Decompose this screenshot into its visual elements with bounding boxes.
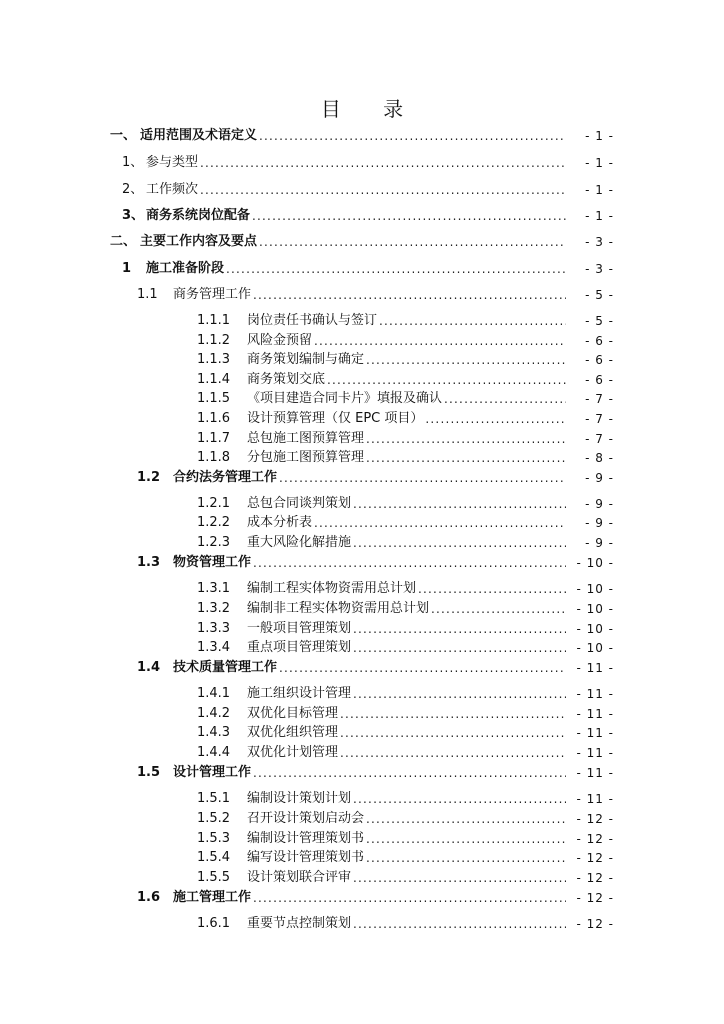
toc-entry-number: 1.5.2 xyxy=(197,811,231,826)
toc-entry-number: 1.1.2 xyxy=(197,333,231,348)
toc-entry-number: 1.4.4 xyxy=(197,745,231,760)
toc-entry-text xyxy=(122,206,250,226)
toc-entry-number: 1 xyxy=(122,261,132,276)
toc-entry-number: 1.1.5 xyxy=(197,391,231,406)
toc-page-number: - 11 - xyxy=(576,766,614,780)
toc-entry-number: 1.1.7 xyxy=(197,431,231,446)
toc-entry-label: 设计管理工作 xyxy=(173,765,252,780)
toc-leader-dots xyxy=(252,206,566,226)
toc-page-number: - 11 - xyxy=(576,746,614,760)
toc-page-number: - 1 - xyxy=(585,129,614,143)
toc-entry[interactable] xyxy=(0,409,724,429)
toc-entry[interactable] xyxy=(0,153,724,173)
toc-leader-dots xyxy=(279,658,566,678)
toc-entry-text xyxy=(197,704,338,724)
toc-entry-text xyxy=(197,619,351,639)
toc-page-number: - 12 - xyxy=(576,891,614,905)
toc-entry-label: 施工组织设计管理 xyxy=(247,686,352,701)
toc-entry-text xyxy=(197,311,377,331)
toc-leader-dots xyxy=(379,311,566,331)
toc-entry[interactable] xyxy=(0,914,724,934)
toc-entry-label: 设计策划联合评审 xyxy=(247,870,352,885)
toc-page-number: - 10 - xyxy=(576,641,614,655)
toc-entry-label: 双优化目标管理 xyxy=(247,706,339,721)
toc-entry[interactable] xyxy=(0,619,724,639)
toc-entry-text xyxy=(197,494,351,514)
toc-entry-text xyxy=(197,331,312,351)
toc-entry[interactable] xyxy=(0,579,724,599)
toc-page-number: - 1 - xyxy=(585,209,614,223)
toc-entry[interactable] xyxy=(0,429,724,449)
toc-page-number: - 12 - xyxy=(576,871,614,885)
toc-entry-text xyxy=(197,533,351,553)
toc-entry-label: 岗位责任书确认与签订 xyxy=(247,313,378,328)
toc-entry-number: 1.2.1 xyxy=(197,496,231,511)
toc-leader-dots xyxy=(327,370,566,390)
toc-page-number: - 10 - xyxy=(576,622,614,636)
toc-entry[interactable] xyxy=(0,789,724,809)
toc-page-number: - 12 - xyxy=(576,917,614,931)
toc-entry[interactable] xyxy=(0,232,724,252)
toc-leader-dots xyxy=(279,468,566,488)
toc-entry-label: 适用范围及术语定义 xyxy=(140,128,258,143)
toc-entry-text xyxy=(197,350,364,370)
toc-entry-label: 双优化计划管理 xyxy=(247,745,339,760)
toc-entry-number: 1.5.1 xyxy=(197,791,231,806)
toc-entry-label: 合约法务管理工作 xyxy=(173,470,278,485)
toc-page-number: - 5 - xyxy=(585,314,614,328)
toc-leader-dots xyxy=(314,513,566,533)
toc-page-number: - 1 - xyxy=(585,156,614,170)
toc-page-number: - 9 - xyxy=(585,497,614,511)
toc-entry[interactable] xyxy=(0,285,724,305)
toc-entry-text xyxy=(110,232,257,252)
toc-entry-number: 1.1.1 xyxy=(197,313,231,328)
toc-entry-label: 风险金预留 xyxy=(247,333,313,348)
toc-entry-number: 1.4.2 xyxy=(197,706,231,721)
toc-entry-number: 1.4.3 xyxy=(197,725,231,740)
toc-leader-dots xyxy=(444,389,566,409)
toc-entry-number: 1.3.3 xyxy=(197,621,231,636)
toc-page-number: - 1 - xyxy=(585,183,614,197)
toc-entry-number: 3、 xyxy=(122,208,145,223)
toc-page-number: - 9 - xyxy=(585,471,614,485)
toc-entry[interactable] xyxy=(0,868,724,888)
toc-entry-number: 1.2 xyxy=(137,470,161,485)
toc-entry-text xyxy=(122,153,198,173)
toc-entry[interactable] xyxy=(0,513,724,533)
toc-entry-label: 重要节点控制策划 xyxy=(247,916,352,931)
toc-entry-label: 编制非工程实体物资需用总计划 xyxy=(247,601,430,616)
toc-entry[interactable] xyxy=(0,704,724,724)
toc-entry-number: 1.6 xyxy=(137,890,161,905)
toc-entry-label: 商务管理工作 xyxy=(173,287,252,302)
toc-entry[interactable] xyxy=(0,829,724,849)
toc-entry[interactable] xyxy=(0,533,724,553)
toc-page-number: - 10 - xyxy=(576,602,614,616)
toc-entry-text xyxy=(197,389,442,409)
toc-leader-dots xyxy=(259,232,566,252)
toc-entry-text xyxy=(197,743,338,763)
toc-leader-dots xyxy=(353,494,566,514)
toc-entry-label: 施工准备阶段 xyxy=(146,261,225,276)
toc-entry-text xyxy=(197,429,364,449)
toc-leader-dots xyxy=(253,285,566,305)
toc-leader-dots xyxy=(353,868,566,888)
toc-entry-label: 商务系统岗位配备 xyxy=(146,208,251,223)
toc-entry-text xyxy=(197,684,351,704)
toc-entry-text xyxy=(122,180,198,200)
toc-leader-dots xyxy=(253,888,566,908)
toc-leader-dots xyxy=(259,126,566,146)
toc-entry-text xyxy=(197,789,351,809)
toc-entry-number: 1.1.3 xyxy=(197,352,231,367)
toc-page-number: - 12 - xyxy=(576,851,614,865)
toc-entry[interactable] xyxy=(0,658,724,678)
toc-page-number: - 6 - xyxy=(585,353,614,367)
toc-entry-text xyxy=(110,126,257,146)
toc-entry-text xyxy=(137,553,251,573)
toc-page-number: - 12 - xyxy=(576,832,614,846)
toc-entry-label: 商务策划交底 xyxy=(247,372,326,387)
toc-page-number: - 10 - xyxy=(576,556,614,570)
toc-entry-number: 1.1.8 xyxy=(197,450,231,465)
toc-entry-number: 2、 xyxy=(122,182,144,197)
toc-entry-label: 物资管理工作 xyxy=(173,555,252,570)
toc-entry-label: 双优化组织管理 xyxy=(247,725,339,740)
toc-entry[interactable] xyxy=(0,743,724,763)
toc-leader-dots xyxy=(366,829,566,849)
page-title: 目 录 xyxy=(320,97,422,121)
toc-entry[interactable] xyxy=(0,350,724,370)
toc-page-number: - 5 - xyxy=(585,288,614,302)
toc-entry-number: 1.1.4 xyxy=(197,372,231,387)
toc-entry-text xyxy=(122,259,224,279)
toc-entry-number: 1.5.4 xyxy=(197,850,231,865)
toc-entry-text xyxy=(197,370,325,390)
toc-leader-dots xyxy=(366,809,566,829)
toc-entry[interactable] xyxy=(0,684,724,704)
toc-entry[interactable] xyxy=(0,494,724,514)
toc-entry-label: 总包合同谈判策划 xyxy=(247,496,352,511)
toc-entry-number: 1.4.1 xyxy=(197,686,231,701)
toc-entry[interactable] xyxy=(0,723,724,743)
toc-entry-number: 1.3.1 xyxy=(197,581,231,596)
toc-leader-dots xyxy=(253,553,566,573)
toc-leader-dots xyxy=(353,638,566,658)
toc-entry-label: 成本分析表 xyxy=(247,515,313,530)
toc-entry-text xyxy=(137,285,251,305)
toc-entry-text xyxy=(197,868,351,888)
toc-entry-text xyxy=(197,448,364,468)
toc-entry[interactable] xyxy=(0,331,724,351)
toc-entry[interactable] xyxy=(0,370,724,390)
toc-entry-label: 商务策划编制与确定 xyxy=(247,352,365,367)
toc-entry[interactable] xyxy=(0,389,724,409)
toc-entry[interactable] xyxy=(0,311,724,331)
toc-entry-label: 参与类型 xyxy=(146,155,199,170)
toc-entry[interactable] xyxy=(0,126,724,146)
toc-entry-text xyxy=(197,809,364,829)
toc-entry-label: 主要工作内容及要点 xyxy=(140,234,258,249)
toc-entry-text xyxy=(197,848,364,868)
toc-leader-dots xyxy=(340,743,566,763)
toc-page-number: - 3 - xyxy=(585,262,614,276)
toc-page-number: - 6 - xyxy=(585,334,614,348)
toc-entry[interactable] xyxy=(0,888,724,908)
toc-entry-number: 1.1.6 xyxy=(197,411,231,426)
toc-entry-label: 一般项目管理策划 xyxy=(247,621,352,636)
toc-leader-dots xyxy=(353,619,566,639)
toc-page-number: - 7 - xyxy=(585,412,614,426)
toc-leader-dots xyxy=(226,259,566,279)
toc-entry-text xyxy=(197,513,312,533)
toc-entry-number: 1.5 xyxy=(137,765,161,780)
toc-entry[interactable] xyxy=(0,638,724,658)
toc-page-number: - 11 - xyxy=(576,661,614,675)
toc-entry-label: 重大风险化解措施 xyxy=(247,535,352,550)
toc-entry-text xyxy=(137,658,277,678)
toc-entry-number: 1.2.2 xyxy=(197,515,231,530)
toc-page-number: - 9 - xyxy=(585,516,614,530)
toc-leader-dots xyxy=(314,331,566,351)
toc-entry-text xyxy=(197,409,423,429)
toc-entry-number: 一、 xyxy=(110,128,137,143)
toc-entry[interactable] xyxy=(0,259,724,279)
toc-entry-number: 1.1 xyxy=(137,287,158,302)
toc-leader-dots xyxy=(353,914,566,934)
toc-page-number: - 11 - xyxy=(576,687,614,701)
toc-leader-dots xyxy=(366,429,566,449)
toc-entry[interactable] xyxy=(0,448,724,468)
toc-entry-number: 1.3.2 xyxy=(197,601,231,616)
toc-leader-dots xyxy=(425,409,566,429)
toc-entry-label: 施工管理工作 xyxy=(173,890,252,905)
toc-entry[interactable] xyxy=(0,468,724,488)
toc-leader-dots xyxy=(253,763,566,783)
toc-leader-dots xyxy=(200,153,566,173)
toc-page-number: - 11 - xyxy=(576,792,614,806)
toc-entry-label: 召开设计策划启动会 xyxy=(247,811,365,826)
toc-entry-text xyxy=(197,599,429,619)
toc-entry[interactable] xyxy=(0,206,724,226)
toc-page-number: - 11 - xyxy=(576,726,614,740)
toc-entry[interactable] xyxy=(0,180,724,200)
toc-entry-number: 二、 xyxy=(110,234,137,249)
toc-page-number: - 8 - xyxy=(585,451,614,465)
toc-entry-number: 1.6.1 xyxy=(197,916,231,931)
toc-entry[interactable] xyxy=(0,809,724,829)
toc-entry-number: 1、 xyxy=(122,155,144,170)
toc-entry-number: 1.5.5 xyxy=(197,870,231,885)
toc-leader-dots xyxy=(366,848,566,868)
toc-page-number: - 12 - xyxy=(576,812,614,826)
toc-entry-text xyxy=(197,723,338,743)
toc-page-number: - 7 - xyxy=(585,392,614,406)
toc-entry-text xyxy=(137,763,251,783)
toc-entry-number: 1.4 xyxy=(137,660,161,675)
toc-page-number: - 6 - xyxy=(585,373,614,387)
toc-leader-dots xyxy=(366,350,566,370)
toc-entry-number: 1.5.3 xyxy=(197,831,231,846)
toc-leader-dots xyxy=(431,599,566,619)
toc-leader-dots xyxy=(418,579,566,599)
toc-page-number: - 9 - xyxy=(585,536,614,550)
toc-entry[interactable] xyxy=(0,553,724,573)
toc-entry-label: 《项目建造合同卡片》填报及确认 xyxy=(247,391,443,406)
toc-leader-dots xyxy=(366,448,566,468)
toc-leader-dots xyxy=(353,533,566,553)
toc-entry-label: 设计预算管理（仅 EPC 项目） xyxy=(247,411,424,426)
toc-entry-label: 编制工程实体物资需用总计划 xyxy=(247,581,417,596)
toc-entry-number: 1.3.4 xyxy=(197,640,231,655)
toc-page-number: - 3 - xyxy=(585,235,614,249)
toc-entry-label: 编制设计策划计划 xyxy=(247,791,352,806)
toc-entry-text xyxy=(197,579,416,599)
toc-entry-text xyxy=(197,914,351,934)
toc-entry-text xyxy=(197,638,351,658)
toc-page-number: - 11 - xyxy=(576,707,614,721)
toc-entry[interactable] xyxy=(0,599,724,619)
toc-entry-label: 总包施工图预算管理 xyxy=(247,431,365,446)
toc-page-number: - 10 - xyxy=(576,582,614,596)
toc-leader-dots xyxy=(353,684,566,704)
toc-entry-label: 技术质量管理工作 xyxy=(173,660,278,675)
toc-entry-number: 1.2.3 xyxy=(197,535,231,550)
toc-entry-text xyxy=(137,468,277,488)
toc-entry-label: 编写设计管理策划书 xyxy=(247,850,365,865)
toc-page-number: - 7 - xyxy=(585,432,614,446)
toc-entry-text xyxy=(137,888,251,908)
toc-leader-dots xyxy=(340,723,566,743)
toc-entry-text xyxy=(197,829,364,849)
toc-entry-label: 工作频次 xyxy=(146,182,199,197)
toc-leader-dots xyxy=(353,789,566,809)
toc-leader-dots xyxy=(340,704,566,724)
toc-entry-label: 重点项目管理策划 xyxy=(247,640,352,655)
toc-leader-dots xyxy=(200,180,566,200)
toc-entry[interactable] xyxy=(0,763,724,783)
toc-entry-number: 1.3 xyxy=(137,555,161,570)
toc-entry[interactable] xyxy=(0,848,724,868)
toc-entry-label: 分包施工图预算管理 xyxy=(247,450,365,465)
toc-entry-label: 编制设计管理策划书 xyxy=(247,831,365,846)
